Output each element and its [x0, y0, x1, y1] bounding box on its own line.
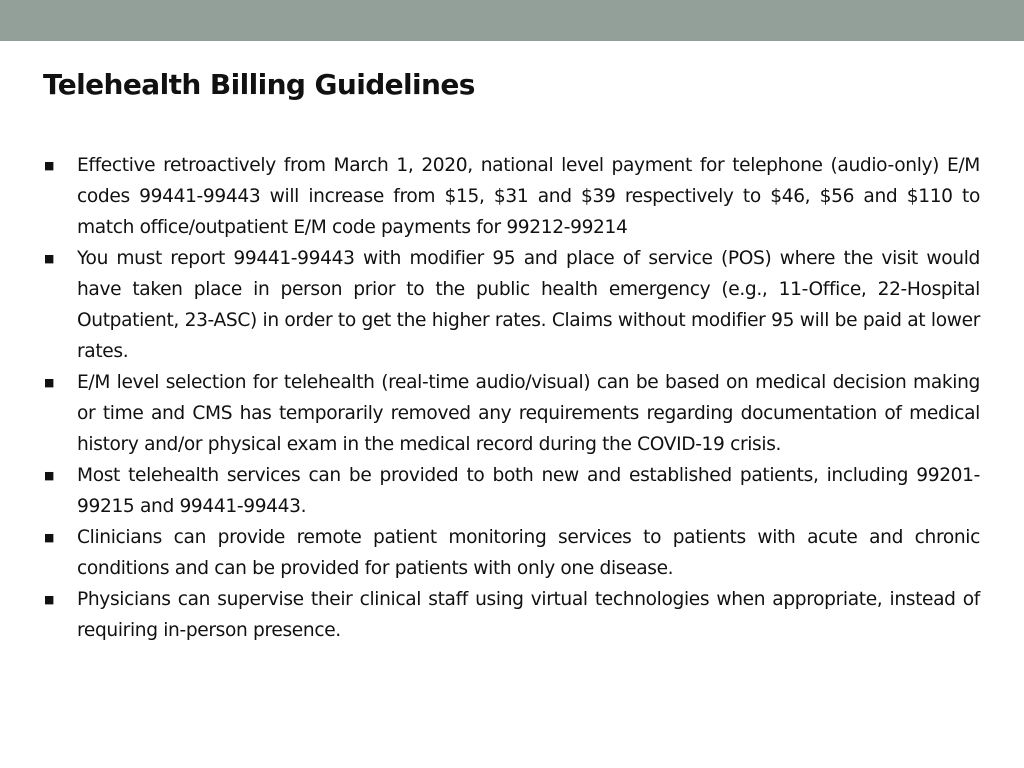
- bullet-text: E/M level selection for telehealth (real-time audio/visual) can be based on medical decision making or time and CMS has temporarily removed any requirements regarding documentation of medical history and/or physical exam in the medical record during the COVID-19 crisis.: [77, 372, 980, 455]
- square-bullet-icon: ■: [44, 376, 55, 389]
- bullet-item: [44, 367, 980, 460]
- bullet-text: Most telehealth services can be provided to both new and established patients, including 99201-99215 and 99441-99443.: [77, 465, 980, 517]
- slide-title: Telehealth Billing Guidelines: [43, 68, 475, 101]
- bullet-item: [44, 460, 980, 522]
- bullet-text: Effective retroactively from March 1, 2020, national level payment for telephone (audio-only) E/M codes 99441-99443 will increase from $15, $31 and $39 respectively to $46, $56 and $110 to match office/outpatient E/M code payments for 99212-99214: [77, 155, 980, 238]
- bullet-text: Physicians can supervise their clinical staff using virtual technologies when appropriate, instead of requiring in-person presence.: [77, 589, 980, 641]
- slide-header-bar: [0, 0, 1024, 41]
- square-bullet-icon: ■: [44, 593, 55, 606]
- bullet-list: [44, 150, 980, 646]
- square-bullet-icon: ■: [44, 159, 55, 172]
- bullet-item: [44, 584, 980, 646]
- bullet-item: [44, 150, 980, 243]
- bullet-text: You must report 99441-99443 with modifier 95 and place of service (POS) where the visit would have taken place in person prior to the public health emergency (e.g., 11-Office, 22-Hospital Outpatient, 23-ASC) in order to get the higher rates. Claims without modifier 95 will be paid at lower rates.: [77, 248, 980, 362]
- bullet-item: [44, 243, 980, 367]
- bullet-text: Clinicians can provide remote patient monitoring services to patients with acute and chronic conditions and can be provided for patients with only one disease.: [77, 527, 980, 579]
- square-bullet-icon: ■: [44, 531, 55, 544]
- bullet-item: [44, 522, 980, 584]
- square-bullet-icon: ■: [44, 252, 55, 265]
- square-bullet-icon: ■: [44, 469, 55, 482]
